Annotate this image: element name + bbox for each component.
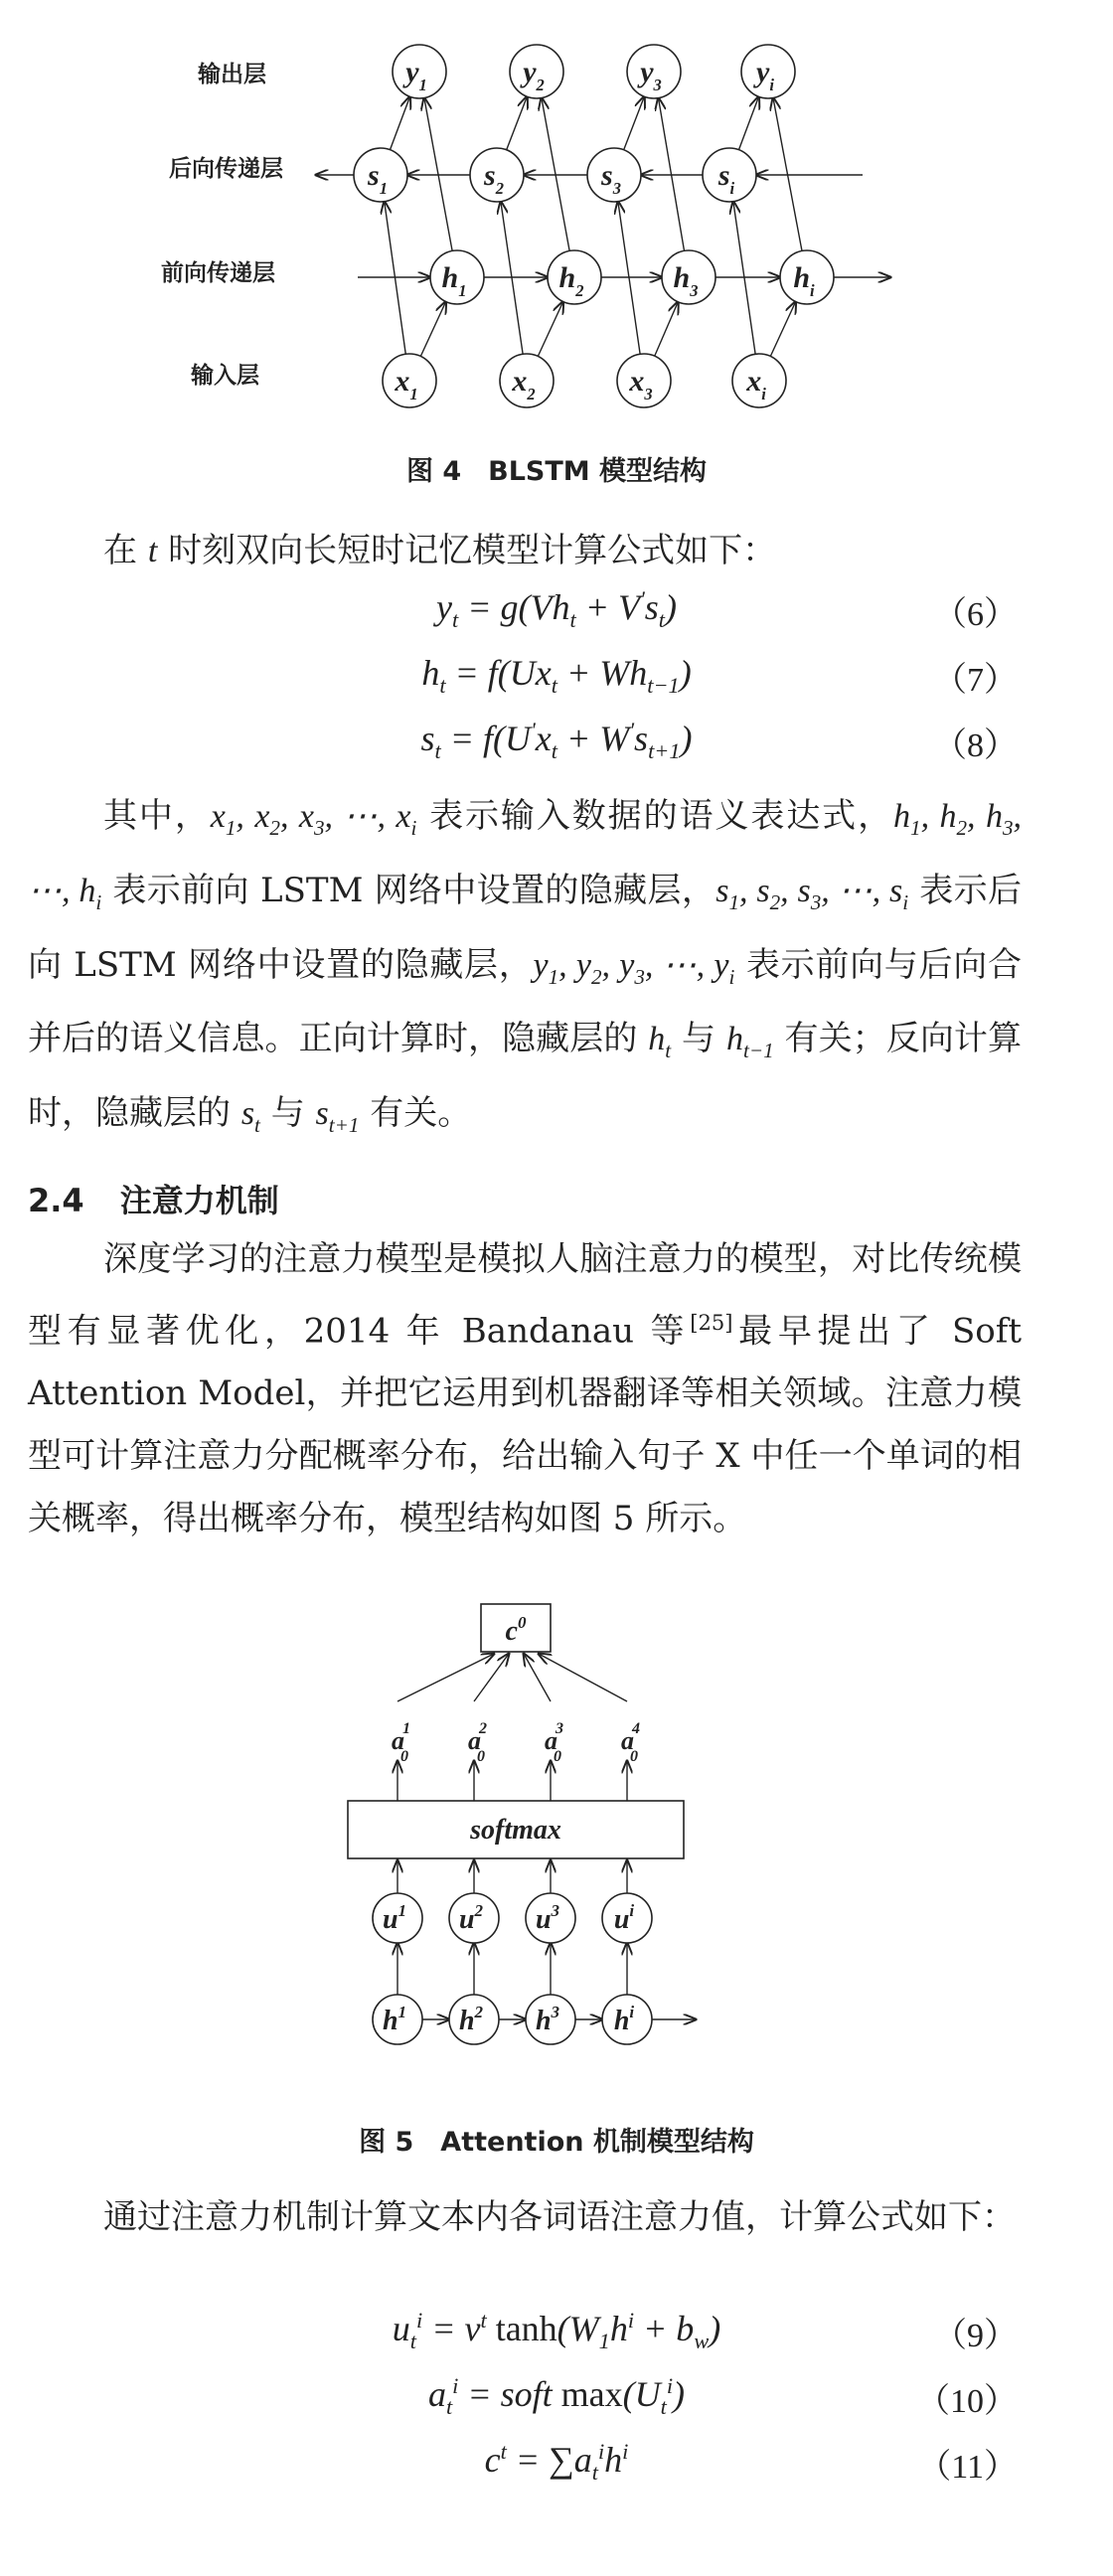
equation-11: $c^t = \sum a_t^ih^i$ （11） [484,2439,1018,2486]
backward-s3-label: $s_3$ [601,159,621,198]
intro-sentence: 在 t 时刻双向长短时记忆模型计算公式如下： [103,531,777,570]
attention-u4-label: $u^i$ [613,1901,635,1935]
input-x2-label: $x_2$ [512,365,536,403]
figure-5-caption: 图 5 Attention 机制模型结构 [359,2127,754,2158]
layer-label-output: 输出层 [198,62,266,87]
equation-number-11: （11） [917,2449,1018,2486]
attention-h1-label: $h^1$ [382,2003,407,2036]
figure-4-caption: 图 4 BLSTM 模型结构 [405,456,708,487]
input-x1-label: $x_1$ [395,365,418,403]
attention-weight-1: a1 0 [392,1720,410,1765]
attention-weight-3: a3 0 [545,1720,563,1765]
output-y4-label: $y_i$ [756,56,774,94]
attention-weight-4: a4 0 [621,1720,640,1765]
backward-s1-label: $s_1$ [368,159,388,198]
output-y3-label: $y_3$ [640,56,662,94]
equation-6: $y_t = g(Vh_t + V's_t)$ （6） [436,586,1018,633]
equation-number-7: （7） [933,662,1018,699]
layer-label-forward: 前向传递层 [161,260,275,286]
equation-number-8: （8） [933,727,1018,764]
attention-h2-label: $h^2$ [458,2003,484,2036]
equation-8: $s_t = f(U'x_t + W's_{t+1})$ （8） [420,718,1018,764]
attention-u1-label: $u^1$ [382,1901,407,1935]
output-y1-label: $y_1$ [405,56,427,94]
attention-h4-label: $h^i$ [613,2003,635,2036]
attention-u2-label: $u^2$ [458,1901,484,1935]
layer-label-input: 输入层 [191,363,259,389]
equation-number-6: （6） [933,596,1018,633]
forward-h1-label: $h_1$ [441,261,467,300]
backward-s4-label: $s_i$ [717,159,735,198]
figure-5-attention-diagram [0,1590,1113,2107]
equation-9: $u_t^i = v^t$ $\tanh(W_1h^i + b_w)$ （9） [392,2308,1018,2354]
equation-number-10: （10） [916,2383,1018,2420]
attention-h3-label: $h^3$ [535,2003,560,2036]
softmax-label: softmax [470,1815,561,1846]
attention-weight-2: a2 0 [468,1720,487,1765]
section-heading: 2.4 注意力机制 [28,1182,279,1219]
input-x4-label: $x_i$ [746,365,766,403]
citation-ref: [25] [690,1310,733,1335]
context-vector-label: $c^0$ [505,1613,527,1647]
backward-s2-label: $s_2$ [484,159,504,198]
layer-label-backward: 后向传递层 [169,156,283,182]
output-y2-label: $y_2$ [523,56,545,94]
input-x3-label: $x_3$ [629,365,653,403]
variable-explanation-paragraph: 其中，$x_1$, $x_2$, $x_3$, ⋯, $x_i$ 表示输入数据的语义表达式，$h_1$, $h_2$, $h_3$, ⋯, $h_i$ 表示前向 LSTM 网络中设置的隐藏层，$s_1$, $s_2$, $s_3$, ⋯, $s_i$ 表示后向 LSTM 网络中设置的隐藏层，$y_1$, $y_2$, $y_3$, ⋯, $y_i$ 表示前向与后向合并后的语义信息。正向计算时，隐藏层的 $h_t$ 与 $h_{t-1}$ 有关；反向计算时，隐藏层的 $s_t$ 与 $s_{t+1}$ 有关。 [28,796,1023,1137]
equation-7: $h_t = f(Ux_t + Wh_{t-1})$ （7） [421,653,1018,699]
attention-formula-intro: 通过注意力机制计算文本内各词语注意力值，计算公式如下： [103,2197,1016,2237]
attention-intro-paragraph: 深度学习的注意力模型是模拟人脑注意力的模型，对比传统模型有显著优化，2014 年 Bandanau 等[25]最早提出了 Soft Attention Model，并把它运用到机器翻译等相关领域。注意力模型可计算注意力分配概率分布，给出输入句子 X 中任一个单词的相关概率，得出概率分布，模型结构如图 5 所示。 [28,1239,1022,1539]
forward-h4-label: $h_i$ [793,261,815,300]
forward-h2-label: $h_2$ [558,261,584,300]
equation-10: $a_t^i$ = soft $\max(U_t^i)$ （10） [427,2373,1018,2420]
figure-4-blstm-diagram [0,20,1113,437]
attention-u3-label: $u^3$ [535,1901,560,1935]
equation-number-9: （9） [933,2318,1018,2354]
forward-h3-label: $h_3$ [673,261,699,300]
